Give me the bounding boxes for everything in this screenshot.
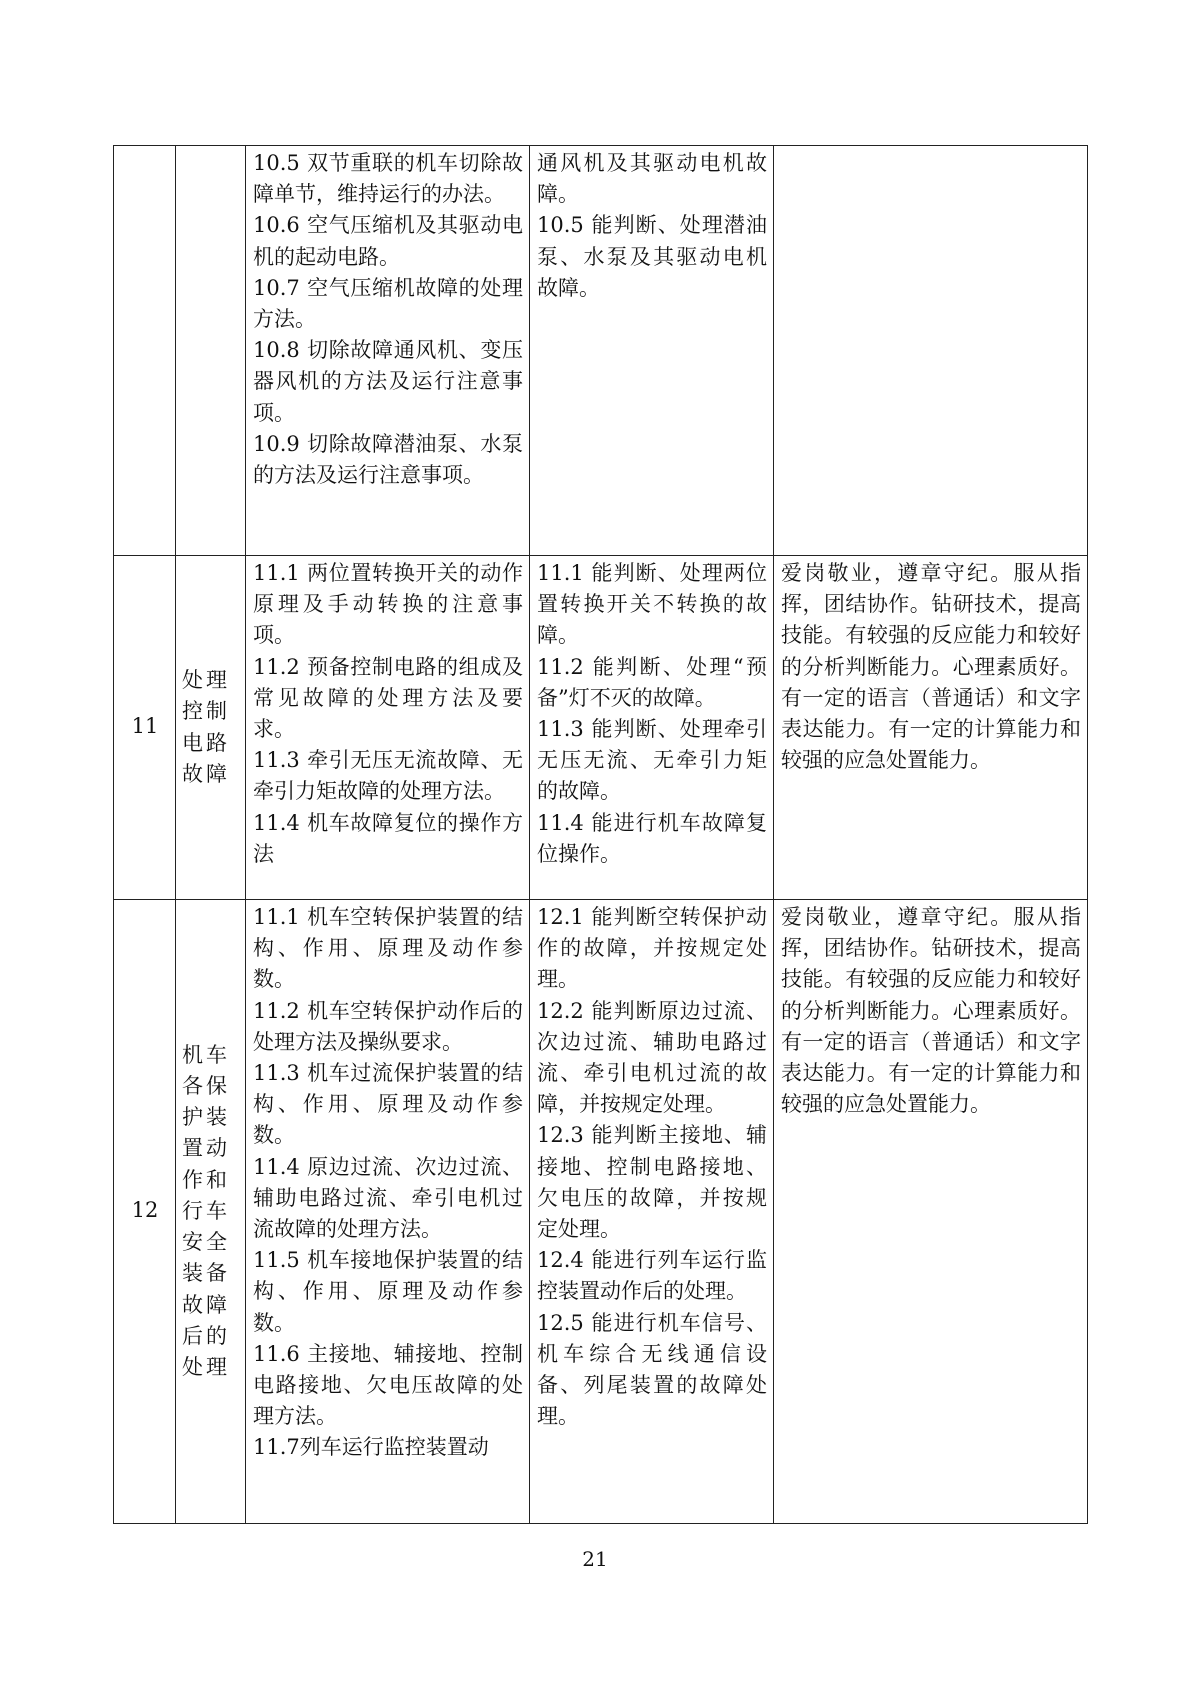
table-row [114,556,1088,900]
knowledge-item: 11.3 牵引无压无流故障、无牵引力矩故障的处理方法。 [253,748,523,804]
knowledge-item: 10.7 空气压缩机故障的处理方法。 [253,275,523,332]
row-number-cell [114,900,176,1524]
project-cell [176,146,246,556]
skill-standard-table [113,145,1088,1524]
quality-text: 爱岗敬业，遵章守纪。服从指挥，团结协作。钻研技术，提高技能。有较强的反应能力和较好的分析判断能力。心理素质好。有一定的语言（普通话）和文字表达能力。有一定的计算能力和较强的应急处置能力。 [781,561,1081,773]
skill-item: 12.4 能进行列车运行监控装置动作后的处理。 [537,1248,767,1304]
skill-item: 12.1 能判断空转保护动作的故障，并按规定处理。 [537,905,767,992]
skills-cell [530,556,774,900]
knowledge-item: 11.2 机车空转保护动作后的处理方法及操纵要求。 [253,998,523,1054]
knowledge-item: 11.4 机车故障复位的操作方法 [253,810,523,866]
knowledge-item: 10.8 切除故障通风机、变压器风机的方法及运行注意事项。 [253,338,523,425]
knowledge-item: 11.1 机车空转保护装置的结构、作用、原理及动作参数。 [253,905,523,992]
knowledge-item: 10.5 双节重联的机车切除故障单节，维持运行的办法。 [253,151,523,207]
skill-item: 11.4 能进行机车故障复位操作。 [537,810,767,866]
project-cell [176,900,246,1524]
skill-item: 12.2 能判断原边过流、次边过流、辅助电路过流、牵引电机过流的故障，并按规定处理。 [537,998,767,1117]
knowledge-item: 11.7列车运行监控装置动 [253,1435,489,1460]
skills-cell [530,146,774,556]
skill-item: 通风机及其驱动电机故障。 [537,151,767,207]
skill-item: 11.3 能判断、处理牵引无压无流、无牵引力矩的故障。 [537,717,767,804]
knowledge-item: 11.1 两位置转换开关的动作原理及手动转换的注意事项。 [253,561,523,648]
knowledge-item: 11.5 机车接地保护装置的结构、作用、原理及动作参数。 [253,1248,523,1335]
project-name: 处理控制电路故障 [182,668,230,786]
knowledge-cell [246,556,530,900]
knowledge-item: 11.4 原边过流、次边过流、辅助电路过流、牵引电机过流故障的处理方法。 [253,1154,523,1242]
row-number-cell [114,556,176,900]
row-number-cell [114,146,176,556]
skill-item: 11.2 能判断、处理“预备”灯不灭的故障。 [537,654,767,710]
knowledge-item: 10.6 空气压缩机及其驱动电机的起动电路。 [253,213,523,269]
skill-item: 10.5 能判断、处理潜油泵、水泵及其驱动电机故障。 [537,213,767,300]
skills-cell [530,900,774,1524]
row-number: 12 [131,1197,159,1222]
project-name: 机车各保护装置动作和行车安全装备故障后的处理 [182,1042,230,1379]
knowledge-item: 10.9 切除故障潜油泵、水泵的方法及运行注意事项。 [253,431,523,488]
quality-cell [774,900,1088,1524]
knowledge-cell [246,900,530,1524]
project-cell [176,556,246,900]
quality-cell [774,556,1088,900]
skill-item: 12.3 能判断主接地、辅接地、控制电路接地、欠电压的故障，并按规定处理。 [537,1123,767,1242]
page-number: 21 [582,1547,608,1571]
knowledge-cell [246,146,530,556]
row-number: 11 [131,713,159,738]
knowledge-item: 11.3 机车过流保护装置的结构、作用、原理及动作参数。 [253,1061,523,1148]
quality-text: 爱岗敬业，遵章守纪。服从指挥，团结协作。钻研技术，提高技能。有较强的反应能力和较好的分析判断能力。心理素质好。有一定的语言（普通话）和文字表达能力。有一定的计算能力和较强的应急处置能力。 [781,905,1081,1117]
knowledge-item: 11.2 预备控制电路的组成及常见故障的处理方法及要求。 [253,654,523,742]
quality-cell [774,146,1088,556]
skill-item: 11.1 能判断、处理两位置转换开关不转换的故障。 [537,561,767,648]
knowledge-item: 11.6 主接地、辅接地、控制电路接地、欠电压故障的处理方法。 [253,1341,523,1429]
table-row [114,146,1088,556]
skill-item: 12.5 能进行机车信号、机车综合无线通信设备、列尾装置的故障处理。 [537,1310,767,1429]
table-row [114,900,1088,1524]
